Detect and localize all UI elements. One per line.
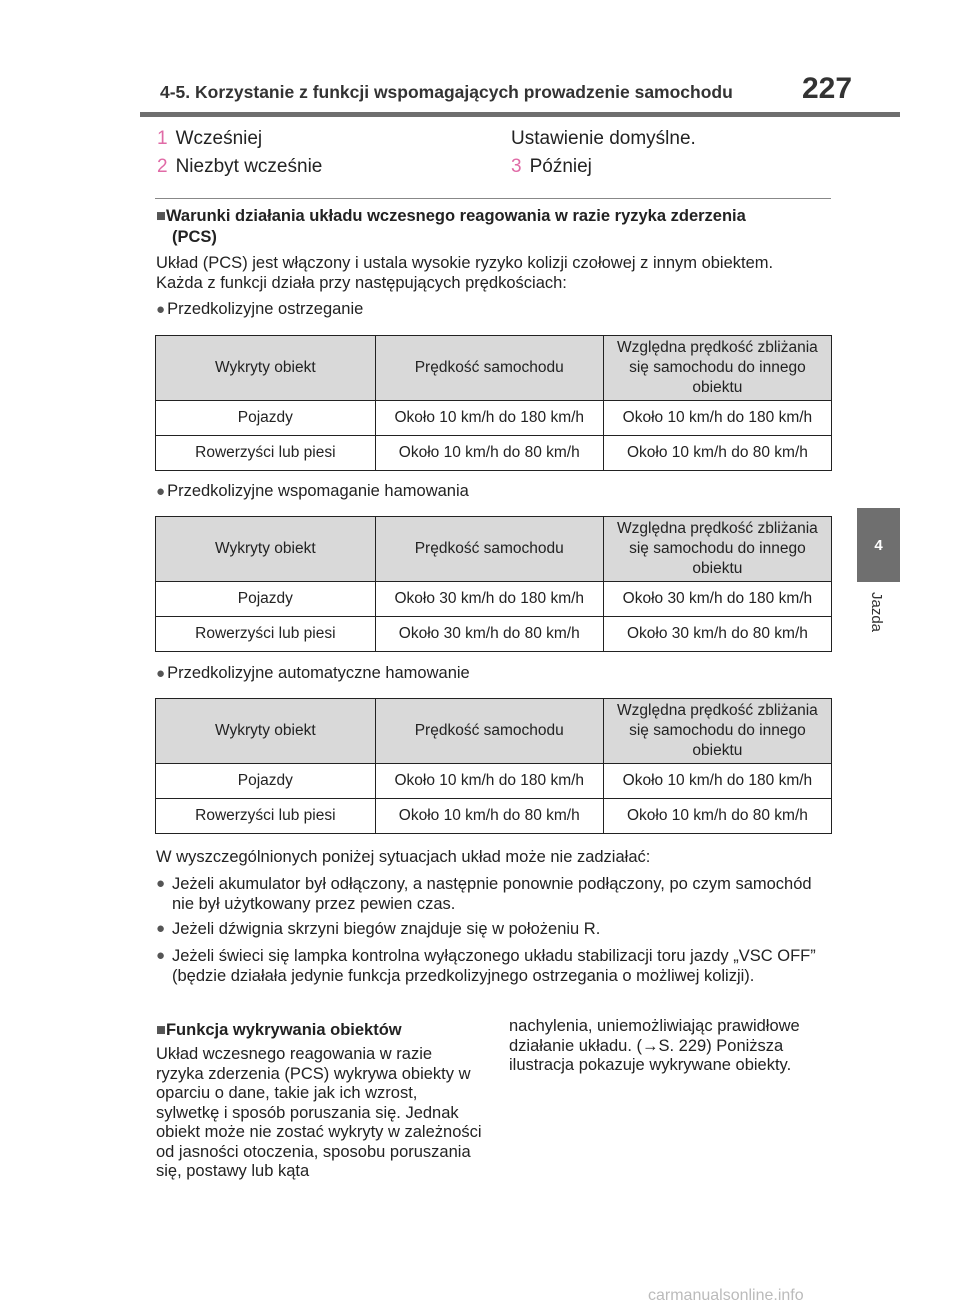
table-cell: Około 30 km/h do 180 km/h xyxy=(603,582,831,617)
table-cell: Około 10 km/h do 180 km/h xyxy=(375,764,603,799)
heading-line-1: Warunki działania układu wczesnego reagowania w razie ryzyka zderzenia xyxy=(165,207,746,225)
table-cell: Około 10 km/h do 80 km/h xyxy=(375,436,603,471)
detection-text-left: Układ wczesnego reagowania w razie ryzyka zderzenia (PCS) wykrywa obiekty w oparciu o dane, takie jak ich wzrost, sylwetkę i sposób poruszania się. Jednak obiekt może nie zostać wykryty w zależności od jasności otoczenia, sposobu poruszania się, postawy lub kąta xyxy=(156,1045,482,1180)
table-2-title: ● Przedkolizyjne wspomaganie hamowania xyxy=(156,482,469,500)
bullet-icon: ● xyxy=(156,301,166,318)
chapter-tab-label: Jazda xyxy=(868,592,885,633)
table-cell: Około 10 km/h do 80 km/h xyxy=(375,799,603,834)
conditions-heading xyxy=(156,206,836,248)
chapter-tab-number: 4 xyxy=(874,536,883,554)
section-divider xyxy=(155,198,831,199)
exception-item-3: ● Jeżeli świeci się lampka kontrolna wyłączonego układu stabilizacji toru jazdy „VSC OFF” (będzie działała jedynie funkcja przedkolizyjnego ostrzegania o możliwej kolizji). xyxy=(156,947,816,985)
speed-table-auto-brake xyxy=(155,698,832,834)
setting-item-1 xyxy=(157,128,262,150)
table-cell: Około 30 km/h do 180 km/h xyxy=(375,582,603,617)
header-cell: Prędkość samochodu xyxy=(375,336,603,401)
bullet-icon: ● xyxy=(156,875,166,892)
table-3-title: ● Przedkolizyjne automatyczne hamowanie xyxy=(156,664,470,682)
intro-line-1: Układ (PCS) jest włączony i ustala wysokie ryzyko kolizji czołowej z innym obiektem. xyxy=(156,254,774,272)
watermark: carmanualsonline.info xyxy=(648,1287,804,1304)
table-cell: Rowerzyści lub piesi xyxy=(156,617,376,652)
chapter-tab[interactable] xyxy=(857,508,900,582)
setting-number: 3 xyxy=(511,156,522,177)
setting-number: 1 xyxy=(157,128,168,149)
intro-line-2: Każda z funkcji działa przy następujących prędkościach: xyxy=(156,274,567,292)
header-cell: Względna prędkość zbliżania się samochodu do innego obiektu xyxy=(603,699,831,764)
setting-default-note: Ustawienie domyślne. xyxy=(511,128,696,149)
exception-item-1: ● Jeżeli akumulator był odłączony, a następnie ponownie podłączony, po czym samochód nie był użytkowany przez pewien czas. xyxy=(156,875,812,913)
speed-table-warning xyxy=(155,335,832,471)
table-cell: Pojazdy xyxy=(156,582,376,617)
table-1-title: ● Przedkolizyjne ostrzeganie xyxy=(156,300,364,318)
table-cell: Pojazdy xyxy=(156,401,376,436)
table-row xyxy=(156,582,832,617)
header-divider xyxy=(140,112,900,117)
table-cell: Około 10 km/h do 80 km/h xyxy=(603,436,831,471)
table-header-row xyxy=(156,336,832,401)
page-number: 227 xyxy=(802,72,853,105)
setting-item-2 xyxy=(157,156,322,178)
detection-heading: ■Funkcja wykrywania obiektów xyxy=(156,1021,402,1039)
heading-line-2: (PCS) xyxy=(172,228,217,246)
header-cell: Prędkość samochodu xyxy=(375,699,603,764)
header-cell: Względna prędkość zbliżania się samochodu do innego obiektu xyxy=(603,336,831,401)
detection-text-right: nachylenia, uniemożliwiając prawidłowe działanie układu. (→S. 229) Poniższa ilustracja pokazuje wykrywane obiekty. xyxy=(509,1017,800,1074)
table-row xyxy=(156,799,832,834)
setting-label: Niezbyt wcześnie xyxy=(175,156,323,177)
bullet-icon: ● xyxy=(156,920,166,937)
exception-item-2: ● Jeżeli dźwignia skrzyni biegów znajduje się w położeniu R. xyxy=(156,920,601,938)
table-cell: Około 10 km/h do 180 km/h xyxy=(603,401,831,436)
header-cell: Wykryty obiekt xyxy=(156,517,376,582)
table-cell: Około 10 km/h do 180 km/h xyxy=(603,764,831,799)
table-row xyxy=(156,617,832,652)
conditions-intro xyxy=(156,253,846,293)
table-cell: Około 30 km/h do 80 km/h xyxy=(603,617,831,652)
chapter-title: 4-5. Korzystanie z funkcji wspomagających prowadzenie samochodu xyxy=(160,82,733,102)
bullet-icon: ● xyxy=(156,483,166,500)
setting-label: Wcześniej xyxy=(175,128,263,149)
table-cell: Około 10 km/h do 80 km/h xyxy=(603,799,831,834)
table-cell: Pojazdy xyxy=(156,764,376,799)
table-cell: Rowerzyści lub piesi xyxy=(156,799,376,834)
header-cell: Względna prędkość zbliżania się samochodu do innego obiektu xyxy=(603,517,831,582)
table-header-row xyxy=(156,517,832,582)
speed-table-brake-assist xyxy=(155,516,832,652)
exceptions-intro: W wyszczególnionych poniżej sytuacjach układ może nie zadziałać: xyxy=(156,848,651,866)
heading-square-icon: ■ xyxy=(156,1021,166,1039)
table-cell: Około 10 km/h do 180 km/h xyxy=(375,401,603,436)
table-row xyxy=(156,401,832,436)
table-cell: Rowerzyści lub piesi xyxy=(156,436,376,471)
header-cell: Wykryty obiekt xyxy=(156,336,376,401)
header-cell: Prędkość samochodu xyxy=(375,517,603,582)
bullet-icon: ● xyxy=(156,947,166,964)
setting-number: 2 xyxy=(157,156,168,177)
heading-square-icon: ■ xyxy=(156,207,166,225)
table-row xyxy=(156,436,832,471)
setting-item-3 xyxy=(511,156,592,178)
table-header-row xyxy=(156,699,832,764)
header-cell: Wykryty obiekt xyxy=(156,699,376,764)
bullet-icon: ● xyxy=(156,665,166,682)
table-cell: Około 30 km/h do 80 km/h xyxy=(375,617,603,652)
setting-label: Później xyxy=(529,156,592,177)
table-row xyxy=(156,764,832,799)
